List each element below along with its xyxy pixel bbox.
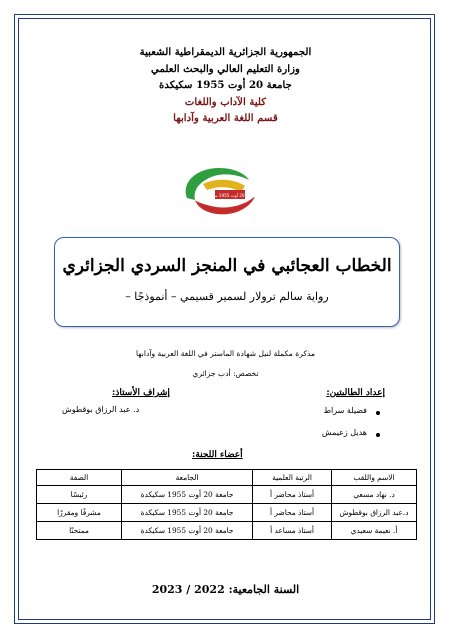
jury-member-role: مشرفًا ومقررًا (37, 504, 122, 522)
jury-member-rank: أستاذ مساعد أ (253, 522, 332, 540)
thesis-title-box (54, 237, 400, 327)
table-row (37, 504, 417, 522)
thesis-subtitle: رواية سالم ترولار لسمير قسيمي – أنموذجًا – (125, 290, 329, 303)
thesis-title: الخطاب العجائبي في المنجز السردي الجزائري (62, 256, 392, 276)
jury-member-name: أ. نعيمة سعيدي (332, 522, 417, 540)
column-header: الصفة (37, 470, 122, 486)
student-name: هديل زعيمش (321, 428, 367, 437)
preparation-heading: إعداد الطالبتين: (326, 388, 385, 398)
jury-member-role: ممتحنًا (37, 522, 122, 540)
jury-table (36, 469, 417, 540)
table-row (37, 486, 417, 504)
column-header: الجامعة (122, 470, 253, 486)
faculty-name: كلية الآداب واللغات (184, 95, 267, 108)
bullet-icon (376, 433, 380, 437)
university-logo-icon (175, 160, 265, 222)
column-header: الاسم واللقب (332, 470, 417, 486)
institution-header (0, 44, 451, 127)
jury-member-university: جامعة 20 أوت 1955 سكيكدة (122, 522, 253, 540)
jury-member-university: جامعة 20 أوت 1955 سكيكدة (122, 486, 253, 504)
supervisor-name: د. عبد الرزاق بوقطوش (62, 405, 140, 414)
department-name: قسم اللغة العربية وآدابها (173, 112, 278, 124)
supervision-heading: إشراف الأستاذ: (112, 388, 170, 398)
jury-member-university: جامعة 20 أوت 1955 سكيكدة (122, 504, 253, 522)
jury-heading: أعضاء اللجنة: (192, 450, 243, 460)
jury-member-role: رئيسًا (37, 486, 122, 504)
student-name: فضيلة سراط (323, 406, 367, 415)
republic-name: الجمهورية الجزائرية الديمقراطية الشعبية (139, 46, 312, 58)
academic-year: السنة الجامعية: 2022 / 2023 (151, 583, 300, 596)
jury-member-rank: أستاذ محاضر أ (253, 504, 332, 522)
column-header: الرتبة العلمية (253, 470, 332, 486)
university-name: جامعة 20 أوت 1955 سكيكدة (159, 79, 292, 91)
jury-member-name: د. نهاد مسعي (332, 486, 417, 504)
jury-member-name: د.عبد الرزاق بوقطوش (332, 504, 417, 522)
jury-member-rank: أستاذ محاضر أ (253, 486, 332, 504)
memo-description: مذكرة مكملة لنيل شهادة الماستر في اللغة العربية وآدابها (135, 349, 316, 358)
ministry-name: وزارة التعليم العالي والبحث العلمي (151, 62, 300, 75)
bullet-icon (376, 411, 380, 415)
table-row (37, 522, 417, 540)
logo-caption: جامعة 20 أوت 1955 سكيكدة (203, 193, 257, 198)
specialty-label: تخصص: أدب جزائري (192, 369, 259, 378)
table-header-row (37, 470, 417, 486)
